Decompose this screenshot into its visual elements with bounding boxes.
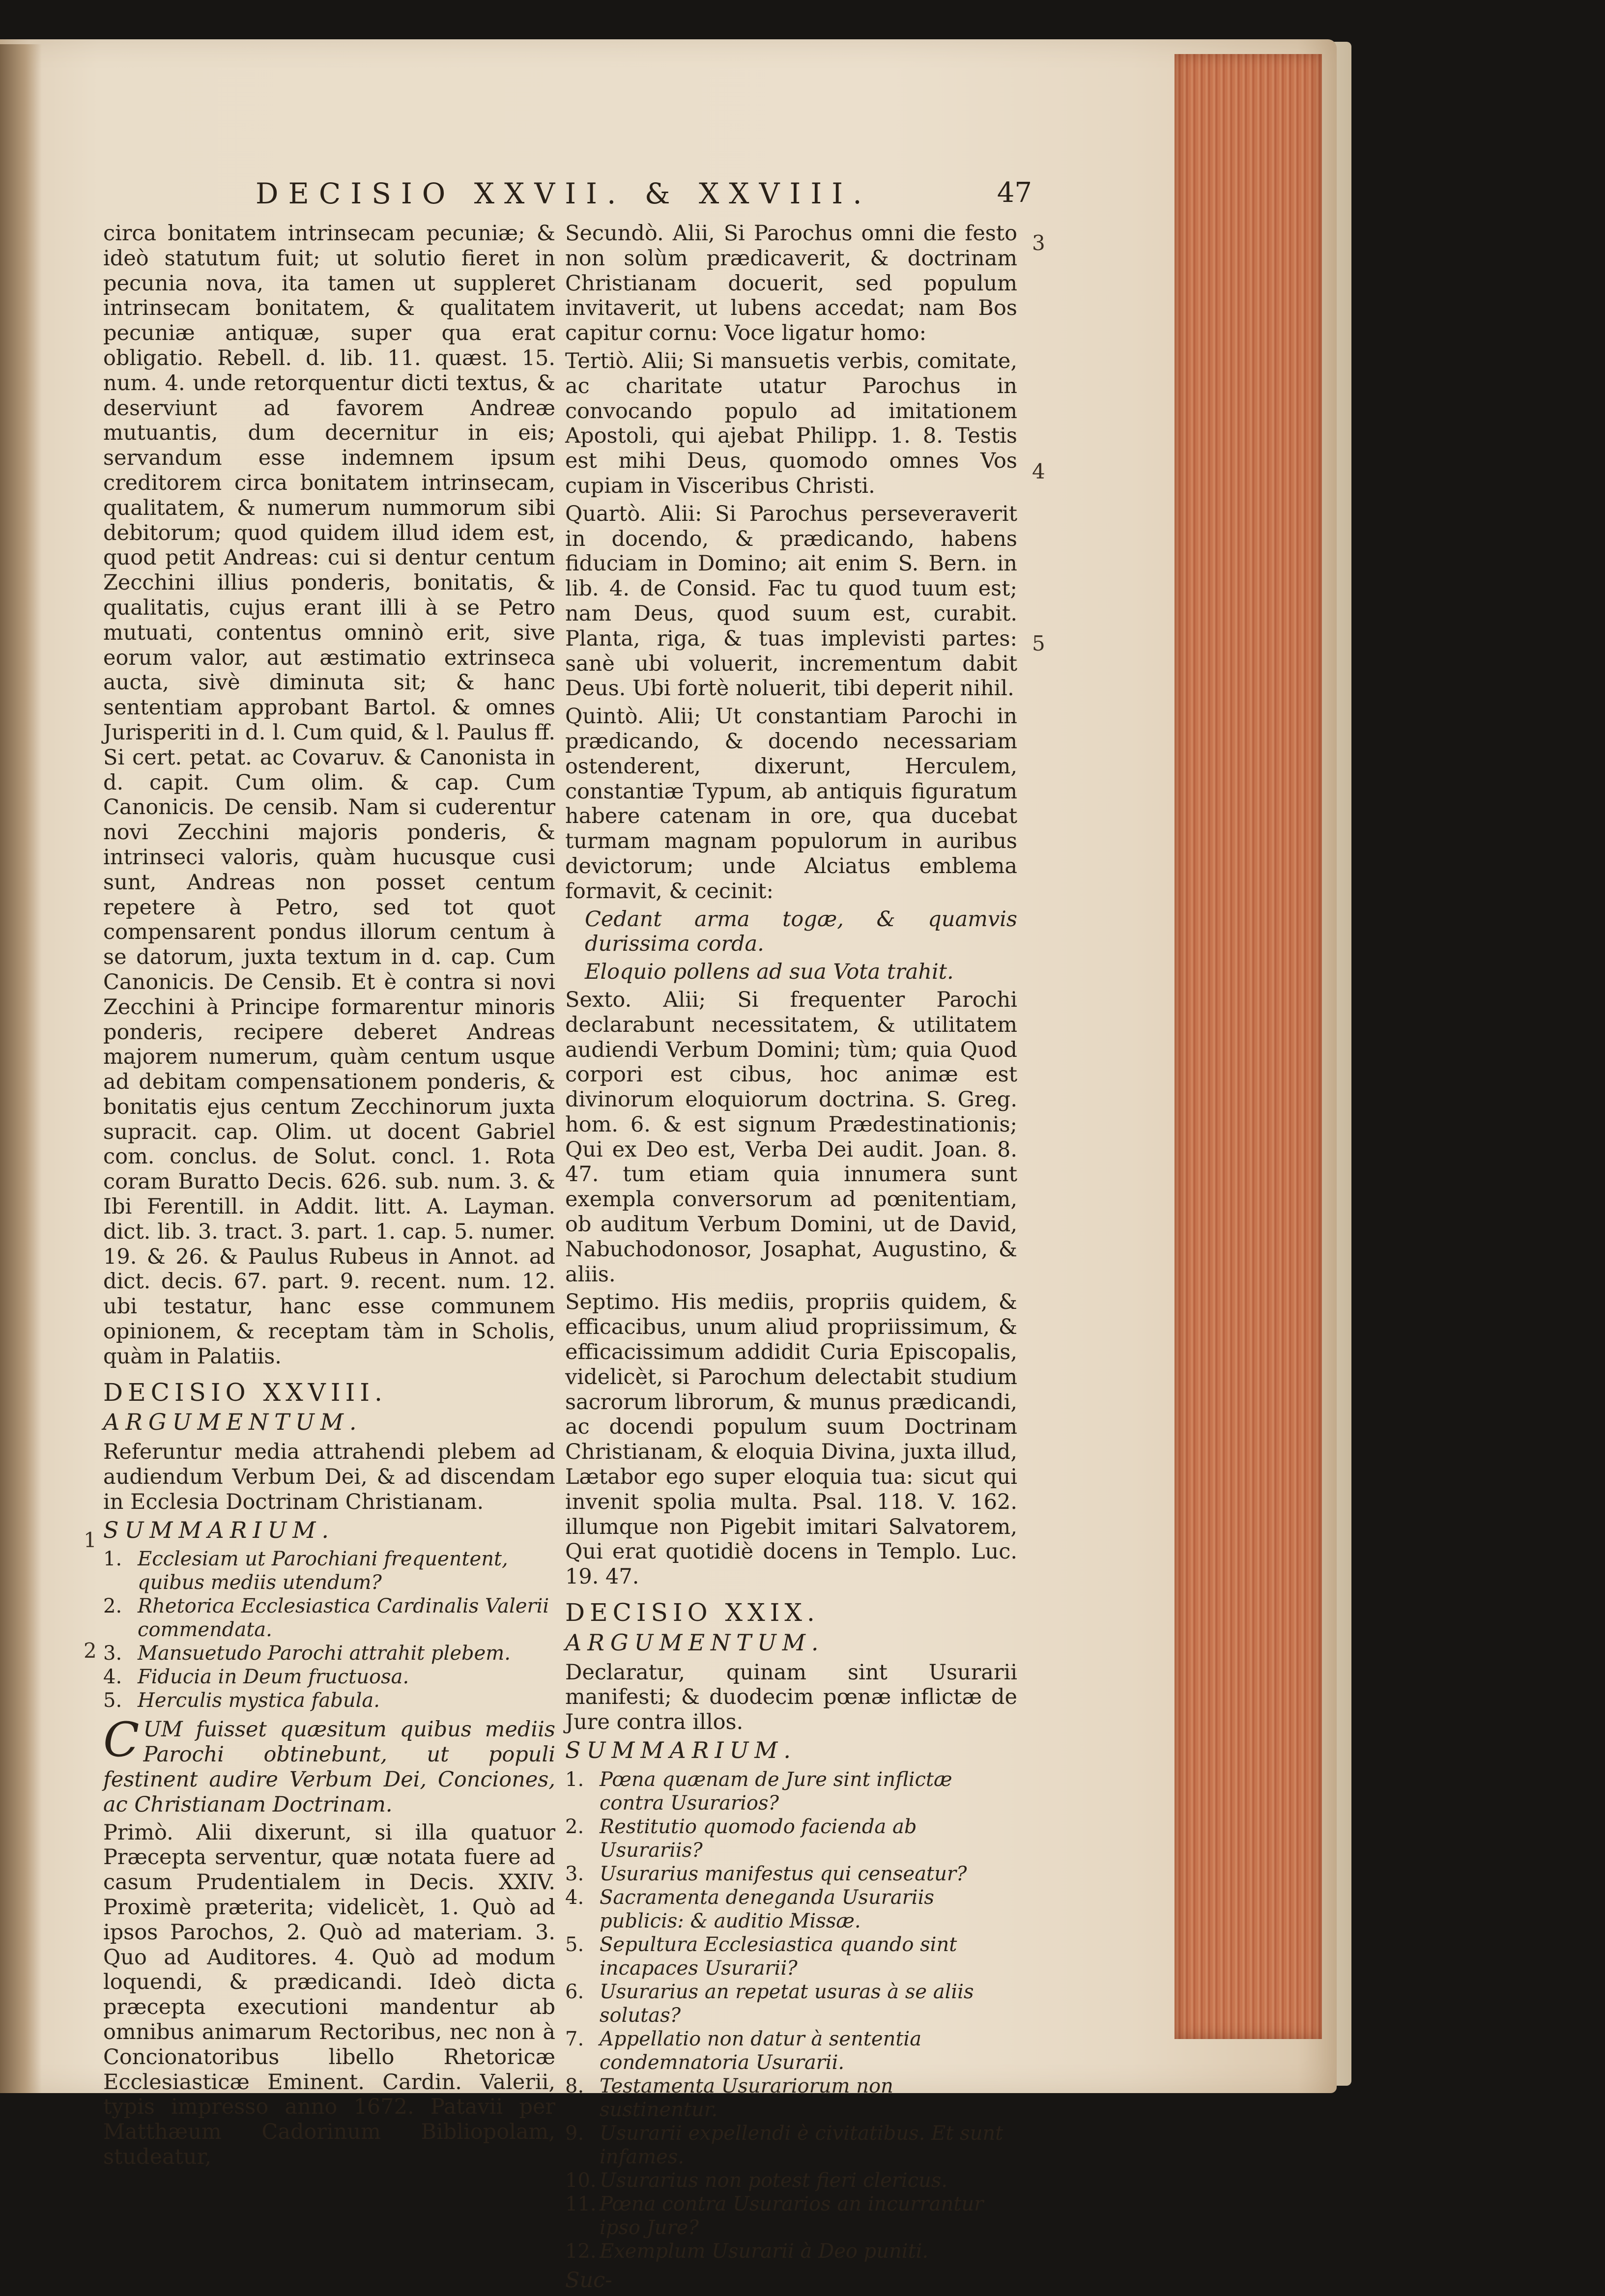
- drop-cap: C: [103, 1712, 140, 1768]
- page-number: 47: [997, 177, 1032, 209]
- margin-number: 3: [1032, 231, 1045, 255]
- margin-number: 4: [1032, 459, 1045, 483]
- left-column: [103, 221, 555, 2173]
- list-item: 4. Sacramenta deneganda Usurariis publicis: & auditio Missæ.: [565, 1886, 934, 1932]
- paragraph: Quintò. Alii; Ut constantiam Parochi in prædicando, & docendo necessariam ostenderent, dixerunt, Herculem, constantiæ Typum, ab antiquis figuratum habere catenam in ore, qua ducebat turmam magnam populorum in auribus devictorum; unde Alciatus emblema formavit, & cecinit:: [565, 704, 1017, 904]
- argumentum-text: Declaratur, quinam sint Usurarii manifesti; & duodecim pœnæ inflictæ de Jure contra illos.: [565, 1660, 1017, 1735]
- paragraph: CUM fuisset quæsitum quibus mediis Parochi obtinebunt, ut populi festinent audire Verbum Dei, Conciones, ac Christianam Doctrinam.: [103, 1712, 555, 1817]
- list-item: 8. Testamenta Usurariorum non sustinentur.: [565, 2074, 893, 2121]
- verse-line: Eloquio pollens ad sua Vota trahit.: [585, 960, 954, 985]
- paragraph: Primò. Alii dixerunt, si illa quatuor Præcepta serventur, quæ notata fuere ad casum Prudentialem in Decis. XXIV. Proximè præterita; videlicèt, 1. Quò ad ipsos Parochos, 2. Quò ad materiam. 3. Quo ad Auditores. 4. Quò ad modum loquendi, & prædicandi. Ideò dicta præcepta executioni mandentur ab omnibus animarum Rectoribus, nec non à Concionatoribus libello Rhetoricæ Ecclesiasticæ Eminent. Cardin. Valerii, typis impresso anno 1672. Patavii per Matthæum Cadorinum Bibliopolam, studeatur,: [103, 1820, 555, 2169]
- page-gutter: [0, 44, 42, 2093]
- margin-number: 2: [84, 1639, 97, 1663]
- list-item: 4. Fiducia in Deum fructuosa.: [103, 1666, 409, 1689]
- list-item: 6. Usurarius an repetat usuras à se aliis solutas?: [565, 1980, 974, 2027]
- list-item: 3. Mansuetudo Parochi attrahit plebem.: [103, 1642, 511, 1665]
- summary-list: [565, 1768, 1017, 2263]
- paragraph: Sexto. Alii; Si frequenter Parochi declarabunt necessitatem, & utilitatem audiendi Verbum Domini; tùm; quia Quod corpori est cibus, hoc animæ est divinorum eloquiorum doctrina. S. Greg. hom. 6. & est signum Prædestinationis; Qui ex Deo est, Verba Dei audit. Joan. 8. 47. tum etiam quia innumera sunt exempla conversorum ad pœnitentiam, ob auditum Verbum Domini, ut de David, Nabuchodonosor, Josaphat, Augustino, & aliis.: [565, 987, 1017, 1287]
- catchword: Suc-: [565, 2268, 612, 2293]
- paragraph: Secundò. Alii, Si Parochus omni die festo non solùm prædicaverit, & doctrinam Christianam docuerit, sed populum invitaverit, ut lubens accedat; nam Bos capitur cornu: Voce ligatur homo:: [565, 221, 1017, 346]
- list-item: 5. Sepultura Ecclesiastica quando sint incapaces Usurarii?: [565, 1933, 957, 1980]
- list-item: 7. Appellatio non datur à sententia condemnatoria Usurarii.: [565, 2027, 922, 2074]
- verse-line: Cedant arma togæ, & quamvis durissima corda.: [585, 907, 1017, 957]
- paragraph: Tertiò. Alii; Si mansuetis verbis, comitate, ac charitate utatur Parochus in convocando populo ad imitationem Apostoli, qui ajebat Philipp. 1. 8. Testis est mihi Deus, quomodo omnes Vos cupiam in Visceribus Christi.: [565, 348, 1017, 498]
- decisio-heading: DECISIO XXIX.: [565, 1598, 820, 1627]
- list-item: 1. Ecclesiam ut Parochiani frequentent, quibus mediis utendum?: [103, 1548, 508, 1594]
- argumentum-heading: ARGUMENTUM.: [103, 1409, 363, 1436]
- list-item: 3. Usurarius manifestus qui censeatur?: [565, 1862, 967, 1885]
- page-edges: [1175, 54, 1322, 2039]
- margin-number: 1: [84, 1528, 97, 1552]
- list-item: 11. Pœna contra Usurarios an incurrantur ipso Jure?: [565, 2192, 984, 2239]
- list-item: 5. Herculis mystica fabula.: [103, 1689, 380, 1712]
- running-head: [256, 177, 1032, 221]
- paragraph: Septimo. His mediis, propriis quidem, & efficacibus, unum aliud propriissimum, & efficacissimum addidit Curia Episcopalis, videlicèt, si Parochum delectabit studium sacrorum librorum, & munus prædicandi, ac docendi populum suum Doctrinam Christianam, & eloquia Divina, juxta illud, Lætabor ego super eloquia tua: sicut qui invenit spolia multa. Psal. 118. V. 162. illumque non Pigebit imitari Salvatorem, Qui erat quotidiè docens in Templo. Luc. 19. 47.: [565, 1290, 1017, 1589]
- summarium-heading: SUMMARIUM.: [103, 1516, 335, 1543]
- right-column: [565, 221, 1017, 2296]
- list-item: 2. Rhetorica Ecclesiastica Cardinalis Valerii commendata.: [103, 1595, 549, 1642]
- list-item: 12. Exemplum Usurarii à Deo puniti.: [565, 2239, 929, 2263]
- summary-list: [103, 1547, 555, 1712]
- list-item: 9. Usurarii expellendi è civitatibus. Et sunt infames.: [565, 2122, 1003, 2168]
- argumentum-heading: ARGUMENTUM.: [565, 1629, 825, 1656]
- list-item: 2. Restitutio quomodo facienda ab Usurariis?: [565, 1815, 917, 1862]
- running-head-title: DECISIO XXVII. & XXVIII.: [256, 177, 872, 210]
- argumentum-text: Referuntur media attrahendi plebem ad audiendum Verbum Dei, & ad discendam in Ecclesia Doctrinam Christianam.: [103, 1440, 555, 1514]
- list-item: 1. Pœna quænam de Jure sint inflictæ contra Usurarios?: [565, 1768, 952, 1814]
- margin-number: 5: [1032, 631, 1045, 655]
- list-item: 10. Usurarius non potest fieri clericus.: [565, 2169, 948, 2192]
- decisio-heading: DECISIO XXVIII.: [103, 1378, 387, 1407]
- paragraph: Quartò. Alii: Si Parochus perseveraverit in docendo, & prædicando, habens fiduciam in Domino; ait enim S. Bern. in lib. 4. de Consid. Fac tu quod tuum est; nam Deus, quod suum est, curabit. Planta, riga, & tuas implevisti partes: sanè ubi voluerit, incrementum dabit Deus. Ubi fortè noluerit, tibi deperit nihil.: [565, 501, 1017, 701]
- paragraph: circa bonitatem intrinsecam pecuniæ; & ideò statutum fuit; ut solutio fieret in pecunia nova, ita tamen ut suppleret intrinsecam bonitatem, & qualitatem pecuniæ antiquæ, super qua erat obligatio. Rebell. d. lib. 11. quæst. 15. num. 4. unde retorquentur dicti textus, & deserviunt ad favorem Andreæ mutuantis, dum decernitur in eis; servandum esse indemnem ipsum creditorem circa bonitatem intrinsecam, qualitatem, & numerum nummorum sibi debitorum; quod quidem illud idem est, quod petit Andreas: cui si dentur centum Zecchini illius ponderis, bonitatis, & qualitatis, cujus erant illi à se Petro mutuati, contentus omninò erit, sive eorum valor, aut æstimatio extrinseca aucta, sivè diminuta sit; & hanc sententiam approbant Bartol. & omnes Jurisperiti in d. l. Cum quid, & l. Paulus ff. Si cert. petat. ac Covaruv. & Canonista in d. capit. Cum olim. & cap. Cum Canonicis. De censib. Nam si cuderentur novi Zecchini majoris ponderis, & intrinseci valoris, quàm hucusque cusi sunt, Andreas non posset centum repetere à Petro, sed tot quot compensarent pondus illorum centum à se datorum, juxta textum in d. cap. Cum Canonicis. De Censib. Et è contra si novi Zecchini à Principe formarentur minoris ponderis, recipere deberet Andreas majorem numerum, quàm centum usque ad debitam compensationem ponderis, & bonitatis ejus centum Zecchinorum juxta supracit. cap. Olim. ut docent Gabriel com. conclus. de Solut. concl. 1. Rota coram Buratto Decis. 626. sub. num. 3. & Ibi Ferentill. in Addit. litt. A. Layman. dict. lib. 3. tract. 3. part. 1. cap. 5. numer. 19. & 26. & Paulus Rubeus in Annot. ad dict. decis. 67. part. 9. recent. num. 12. ubi testatur, hanc esse communem opinionem, & receptam tàm in Scholis, quàm in Palatiis.: [103, 221, 555, 1369]
- summarium-heading: SUMMARIUM.: [565, 1737, 797, 1764]
